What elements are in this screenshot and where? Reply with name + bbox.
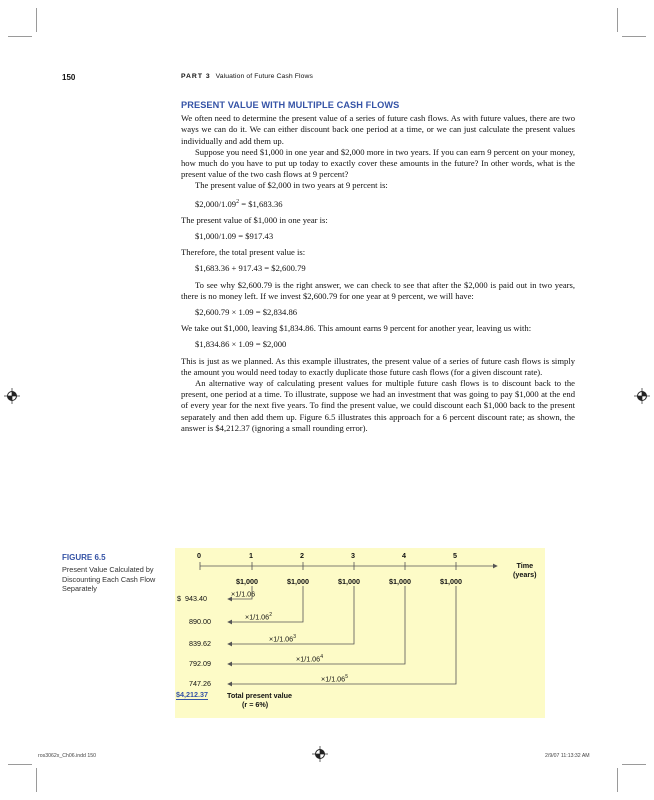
crop-mark-bottom-right-v (617, 768, 618, 792)
section-title: PRESENT VALUE WITH MULTIPLE CASH FLOWS (181, 100, 400, 110)
page-number: 150 (62, 73, 76, 82)
figure-timeline (175, 548, 545, 718)
paragraph: The present value of $1,000 in one year is: (181, 214, 328, 225)
axis-label: Time (years) (513, 561, 537, 579)
paragraph: The present value of $2,000 in two years at 9 percent is: (195, 180, 388, 191)
cash-flow: $1,000 (338, 577, 360, 586)
crop-mark-top-left-v (36, 8, 37, 32)
cash-flow: $1,000 (440, 577, 462, 586)
crop-mark-top-right-v (617, 8, 618, 32)
equation: $1,000/1.09 = $917.43 (195, 230, 274, 241)
equation: $1,683.36 + 917.43 = $2,600.79 (195, 263, 306, 274)
present-value: 890.00 (189, 617, 211, 626)
discount-factor: $\times 1/1.06^2$ (245, 612, 272, 622)
discount-factor: $\times 1/1.06^5$ (321, 674, 348, 684)
cash-flow: $1,000 (389, 577, 411, 586)
paragraph: We often need to determine the present value of a series of future cash flows. As with future values, there are two ways we can do it. We can either discount back one period at a time, or we can just calculate the present values individually and add them up. (181, 113, 575, 146)
total-label: Total present value (r = 6%) (227, 691, 292, 709)
registration-mark-icon (634, 388, 650, 404)
period-label: 2 (300, 551, 304, 560)
figure-caption: Present Value Calculated by Discounting Each Cash Flow Separately (62, 565, 156, 594)
equation: $2,600.79 × 1.09 = $2,834.86 (195, 306, 298, 317)
equation: $1,834.86 × 1.09 = $2,000 (195, 339, 287, 350)
total-present-value: $4,212.37 (176, 690, 208, 699)
cash-flow: $1,000 (236, 577, 258, 586)
period-label: 1 (249, 551, 253, 560)
paragraph: To see why $2,600.79 is the right answer, we can check to see that after the $2,000 is paid out in two years, there is no money left. If we invest $2,600.79 for one year at 9 percent, we will have: (181, 279, 575, 301)
present-value: 747.26 (189, 679, 211, 688)
figure-label (62, 553, 177, 594)
present-value: 839.62 (189, 639, 211, 648)
figure-number: FIGURE 6.5 (62, 553, 106, 562)
paragraph: This is just as we planned. As this example illustrates, the present value of a series of future cash flows is simply the amount you would need today to exactly duplicate those future cash flows (for a given discount rate). (181, 355, 575, 377)
footer-timestamp: 2/9/07 11:13:32 AM (545, 753, 590, 759)
period-label: 0 (197, 551, 201, 560)
paragraph: An alternative way of calculating present values for multiple future cash flows is to discount back to the present, one period at a time. To illustrate, suppose we had an investment that was going to pay $1,000 at the end of every year for the next five years. To find the present value, we could discount each $1,000 back to the present separately and then add them up. Figure 6.5 illustrates this approach for a 6 percent discount rate; as shown, the answer is $4,212.37 (ignoring a small rounding error). (181, 377, 575, 433)
discount-factor: $\times 1/1.06^4$ (296, 654, 323, 664)
period-label: 3 (351, 551, 355, 560)
present-value: $ 943.40 (177, 594, 207, 603)
discount-factor: $\times 1/1.06^3$ (269, 634, 296, 644)
discount-line-5 (228, 586, 456, 684)
paragraph: Therefore, the total present value is: (181, 247, 306, 258)
discount-factor: ×1/1.06 (231, 589, 256, 599)
period-label: 4 (402, 551, 406, 560)
main-text (181, 100, 575, 434)
crop-mark-bottom-left-h (8, 764, 32, 765)
paragraph: Suppose you need $1,000 in one year and $2,000 more in two years. If you can earn 9 percent on your money, how much do you have to put up today to exactly cover these amounts in the future? In other words, what is the present value of the two cash flows at 9 percent? (181, 146, 575, 180)
crop-mark-top-left-h (8, 36, 32, 37)
running-header (181, 73, 313, 80)
registration-mark-icon (312, 746, 328, 762)
part-label: PART 3 (181, 73, 211, 80)
crop-mark-bottom-right-h (622, 764, 646, 765)
crop-mark-top-right-h (622, 36, 646, 37)
footer-file: ros3062x_Ch06.indd 150 (38, 753, 96, 759)
part-title: Valuation of Future Cash Flows (215, 73, 313, 80)
registration-mark-icon (4, 388, 20, 404)
cash-flow: $1,000 (287, 577, 309, 586)
period-label: 5 (453, 551, 457, 560)
paragraph: We take out $1,000, leaving $1,834.86. This amount earns 9 percent for another year, leaving us with: (181, 323, 532, 334)
present-value: 792.09 (189, 659, 211, 668)
equation: $\$2,000/1.09^2$ = $1,683.36 (195, 198, 283, 209)
crop-mark-bottom-left-v (36, 768, 37, 792)
